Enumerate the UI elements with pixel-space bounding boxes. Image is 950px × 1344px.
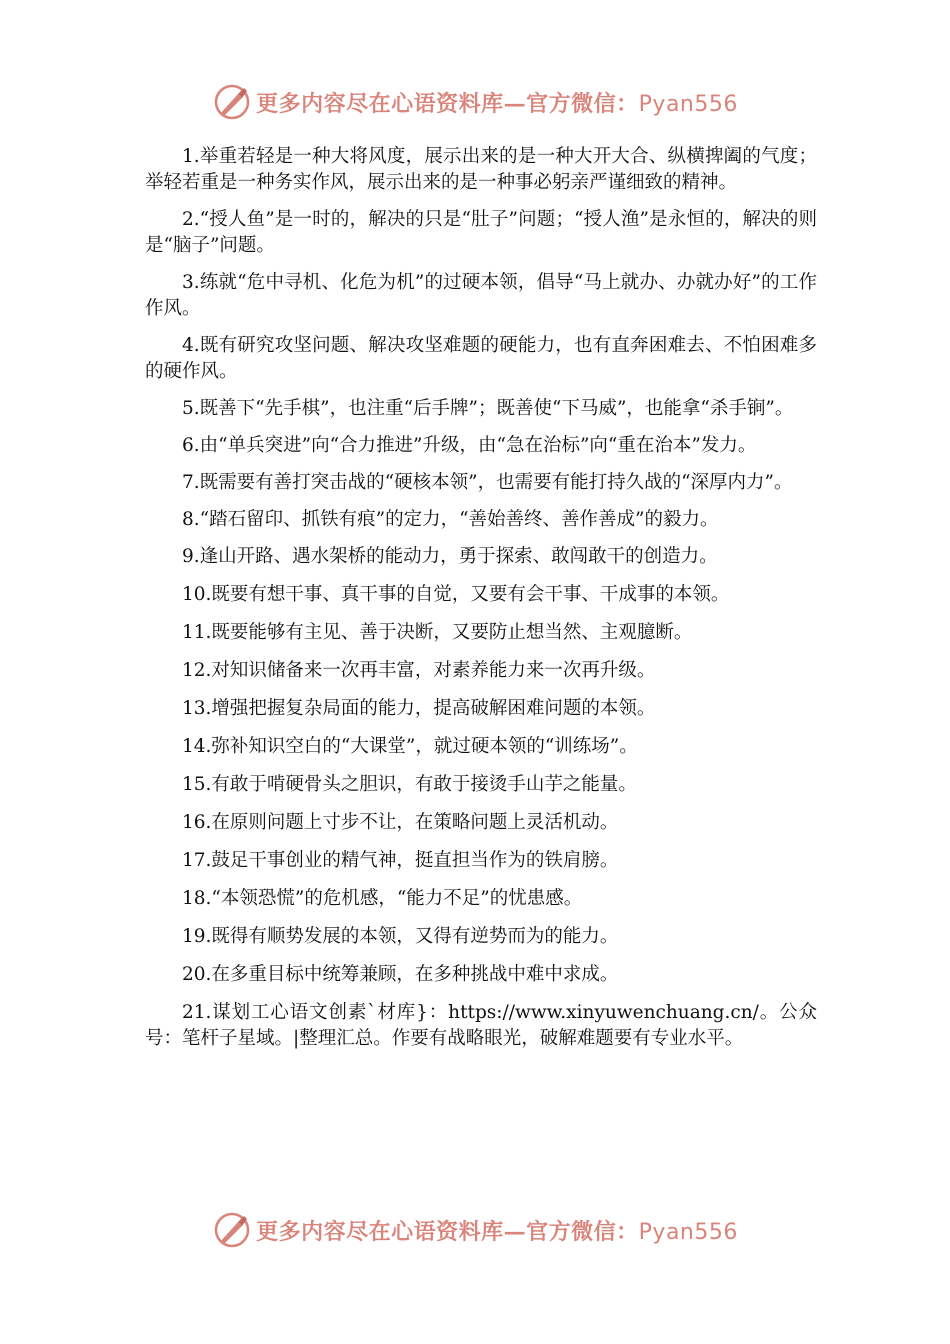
pen-logo-icon [212,82,252,122]
list-item: 14.弥补知识空白的“大课堂”，就过硬本领的“训练场”。 [182,736,638,757]
list-item: 3.练就“危中寻机、化危为机”的过硬本领，倡导“马上就办、办就办好”的工作作风。 [145,272,817,319]
list-item: 2.“授人鱼”是一时的，解决的只是“肚子”问题；“授人渔”是永恒的，解决的则是“脑子”问题。 [145,209,817,256]
list-item: 18.“本领恐慌”的危机感，“能力不足”的忧患感。 [182,888,583,909]
list-item: 12.对知识储备来一次再丰富，对素养能力来一次再升级。 [182,660,656,681]
banner-text: 更多内容尽在心语资料库—官方微信：Pyan556 [256,1218,738,1245]
document-body [145,144,817,1063]
list-item: 19.既得有顺势发展的本领，又得有逆势而为的能力。 [182,926,619,947]
list-item: 13.增强把握复杂局面的能力，提高破解困难问题的本领。 [182,698,656,719]
list-item: 17.鼓足干事创业的精气神，挺直担当作为的铁肩膀。 [182,850,619,871]
list-item: 15.有敢于啃硬骨头之胆识，有敢于接烫手山芋之能量。 [182,774,637,795]
list-item: 16.在原则问题上寸步不让，在策略问题上灵活机动。 [182,812,619,833]
list-item: 11.既要能够有主见、善于决断，又要防止想当然、主观臆断。 [182,622,693,643]
list-item: 6.由“单兵突进”向“合力推进”升级，由“急在治标”向“重在治本”发力。 [182,435,757,456]
list-item: 9.逢山开路、遇水架桥的能动力，勇于探索、敢闯敢干的创造力。 [182,546,718,567]
list-item: 5.既善下“先手棋”，也注重“后手牌”；既善使“下马威”，也能拿“杀手锏”。 [182,398,794,419]
list-item: 7.既需要有善打突击战的“硬核本领”，也需要有能打持久战的“深厚内力”。 [182,472,793,493]
header-banner [0,82,950,122]
list-item: 20.在多重目标中统筹兼顾，在多种挑战中难中求成。 [182,964,619,985]
list-item: 21.谋划工心语文创素`材库}：https://www.xinyuwenchuang.cn/。公众号：笔杆子星域。|整理汇总。作要有战略眼光，破解难题要有专业水平。 [145,1002,817,1049]
list-item: 4.既有研究攻坚问题、解决攻坚难题的硬能力，也有直奔困难去、不怕困难多的硬作风。 [145,335,817,382]
pen-logo-icon [212,1210,252,1250]
list-item: 10.既要有想干事、真干事的自觉，又要有会干事、干成事的本领。 [182,584,730,605]
list-item: 8.“踏石留印、抓铁有痕”的定力，“善始善终、善作善成”的毅力。 [182,509,719,530]
list-item: 1.举重若轻是一种大将风度，展示出来的是一种大开大合、纵横捭阖的气度；举轻若重是一种务实作风，展示出来的是一种事必躬亲严谨细致的精神。 [145,146,817,193]
footer-banner [0,1210,950,1250]
banner-text: 更多内容尽在心语资料库—官方微信：Pyan556 [256,90,738,117]
